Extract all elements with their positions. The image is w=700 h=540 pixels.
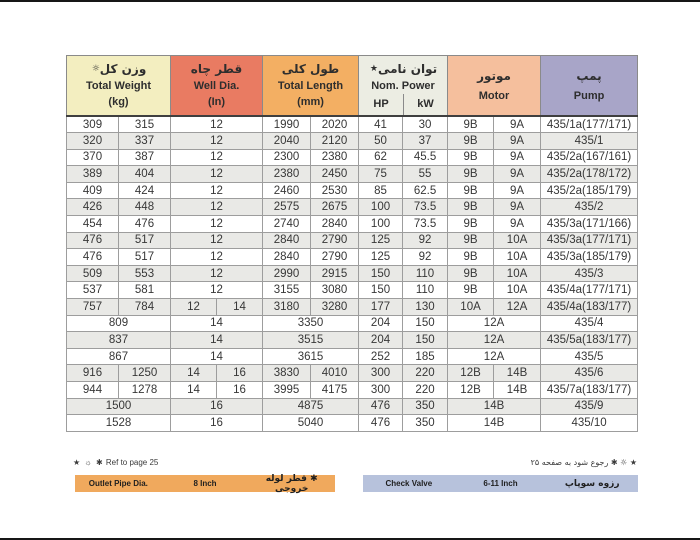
cell: 435/4a(183/177) (541, 299, 638, 316)
cell: 4175 (311, 382, 359, 399)
cell: 3155 (263, 282, 311, 299)
cell: 476 (67, 249, 119, 266)
footnote-symbols-icon: ★ ☼ ✱ (73, 458, 104, 467)
cell: 1990 (263, 116, 311, 133)
cell: 16 (217, 365, 263, 382)
cell: 5040 (263, 415, 359, 432)
cell: 4010 (311, 365, 359, 382)
outlet-pipe-value: 8 Inch (193, 479, 217, 488)
cell: 62 (359, 149, 403, 166)
cell: 3615 (263, 348, 359, 365)
cell: 517 (119, 249, 171, 266)
cell: 2915 (311, 265, 359, 282)
cell: 435/2a(167/161) (541, 149, 638, 166)
cell: 9B (448, 216, 494, 233)
cell: 12 (171, 116, 263, 133)
cell: 12A (494, 299, 541, 316)
footnote-right-text: رجوع شود به صفحه ۲۵ (530, 458, 609, 467)
cell: 435/5 (541, 348, 638, 365)
cell: 9B (448, 149, 494, 166)
cell: 435/9 (541, 398, 638, 415)
cell: 2450 (311, 166, 359, 183)
table-row (67, 199, 638, 216)
cell: 435/1 (541, 133, 638, 150)
cell: 12 (171, 249, 263, 266)
top-rule (0, 0, 700, 2)
cell: 12 (171, 232, 263, 249)
cell: 100 (359, 216, 403, 233)
cell: 177 (359, 299, 403, 316)
table-row (67, 116, 638, 133)
cell: 2740 (263, 216, 311, 233)
header-well-dia-unit: (In) (207, 96, 226, 108)
cell: 435/1a(177/171) (541, 116, 638, 133)
cell: 9B (448, 182, 494, 199)
cell: 916 (67, 365, 119, 382)
cell: 185 (403, 348, 448, 365)
table-row (67, 216, 638, 233)
cell: 350 (403, 415, 448, 432)
cell: 350 (403, 398, 448, 415)
table-row (67, 415, 638, 432)
cell: 320 (67, 133, 119, 150)
header-nom-power-en: Nom. Power (371, 80, 435, 92)
cell: 3280 (311, 299, 359, 316)
cell: 435/3 (541, 265, 638, 282)
table-row (67, 398, 638, 415)
table-row (67, 149, 638, 166)
cell: 9B (448, 282, 494, 299)
table-row (67, 299, 638, 316)
cell: 476 (119, 216, 171, 233)
cell: 204 (359, 315, 403, 332)
cell: 12 (171, 182, 263, 199)
outlet-pipe-bar (75, 475, 335, 492)
cell: 2575 (263, 199, 311, 216)
header-well-dia (171, 56, 263, 117)
check-valve-label-fa: رزوه سوپاپ (564, 478, 620, 489)
cell: 435/2a(178/172) (541, 166, 638, 183)
cell: 41 (359, 116, 403, 133)
cell: 10A (494, 232, 541, 249)
cell: 435/3a(171/166) (541, 216, 638, 233)
cell: 62.5 (403, 182, 448, 199)
cell: 300 (359, 382, 403, 399)
cell: 9B (448, 116, 494, 133)
cell: 16 (171, 398, 263, 415)
cell: 9A (494, 149, 541, 166)
cell: 150 (359, 282, 403, 299)
cell: 50 (359, 133, 403, 150)
cell: 2040 (263, 133, 311, 150)
cell: 92 (403, 249, 448, 266)
footnote-right (531, 458, 637, 467)
cell: 9A (494, 216, 541, 233)
cell: 12A (448, 315, 541, 332)
header-pump (541, 56, 638, 117)
cell: 110 (403, 282, 448, 299)
cell: 4875 (263, 398, 359, 415)
cell: 12 (171, 199, 263, 216)
header-well-dia-fa: قطر چاه (190, 62, 243, 76)
header-unit-kw: kW (403, 94, 447, 115)
cell: 3080 (311, 282, 359, 299)
cell: 85 (359, 182, 403, 199)
cell: 2020 (311, 116, 359, 133)
cell: 14 (171, 382, 217, 399)
cell: 9A (494, 116, 541, 133)
cell: 435/6 (541, 365, 638, 382)
cell: 809 (67, 315, 171, 332)
cell: 12B (448, 382, 494, 399)
cell: 2300 (263, 149, 311, 166)
table-row (67, 365, 638, 382)
cell: 435/4 (541, 315, 638, 332)
cell: 2675 (311, 199, 359, 216)
cell: 92 (403, 232, 448, 249)
cell: 424 (119, 182, 171, 199)
check-valve-value: 6-11 Inch (483, 479, 518, 488)
cell: 1278 (119, 382, 171, 399)
cell: 150 (403, 315, 448, 332)
check-valve-bar (363, 475, 638, 492)
header-well-dia-en: Well Dia. (193, 80, 240, 92)
cell: 9B (448, 199, 494, 216)
cell: 435/2 (541, 199, 638, 216)
cell: 476 (359, 398, 403, 415)
cell: 454 (67, 216, 119, 233)
footnote-left (73, 458, 158, 467)
cell: 3180 (263, 299, 311, 316)
cell: 404 (119, 166, 171, 183)
header-pump-fa: پمپ (576, 69, 602, 83)
cell: 2790 (311, 249, 359, 266)
cell: 10A (494, 282, 541, 299)
table-row (67, 166, 638, 183)
cell: 2990 (263, 265, 311, 282)
cell: 12 (171, 166, 263, 183)
cell: 9B (448, 166, 494, 183)
cell: 14B (494, 382, 541, 399)
cell: 37 (403, 133, 448, 150)
cell: 30 (403, 116, 448, 133)
cell: 435/7a(183/177) (541, 382, 638, 399)
cell: 12 (171, 282, 263, 299)
cell: 867 (67, 348, 171, 365)
header-pump-en: Pump (573, 90, 605, 102)
cell: 3830 (263, 365, 311, 382)
cell: 2380 (311, 149, 359, 166)
cell: 14 (171, 348, 263, 365)
pump-spec-table (66, 55, 638, 432)
footnote-left-text: Ref to page 25 (105, 458, 159, 467)
cell: 387 (119, 149, 171, 166)
cell: 2460 (263, 182, 311, 199)
header-total-weight-fa: وزن کل☼ (91, 62, 147, 76)
cell: 12A (448, 332, 541, 349)
table-row (67, 133, 638, 150)
cell: 12 (171, 133, 263, 150)
cell: 150 (403, 332, 448, 349)
header-motor-en: Motor (478, 90, 510, 102)
header-total-weight-en: Total Weight (86, 80, 151, 92)
cell: 12B (448, 365, 494, 382)
cell: 73.5 (403, 216, 448, 233)
table-row (67, 265, 638, 282)
star-icon: ★ (369, 64, 378, 74)
header-total-length (263, 56, 359, 117)
cell: 476 (359, 415, 403, 432)
cell: 784 (119, 299, 171, 316)
cell: 100 (359, 199, 403, 216)
table-row (67, 182, 638, 199)
cell: 944 (67, 382, 119, 399)
cell: 75 (359, 166, 403, 183)
cell: 2790 (311, 232, 359, 249)
cell: 315 (119, 116, 171, 133)
cell: 16 (171, 415, 263, 432)
header-unit-hp: HP (373, 98, 389, 110)
cell: 1500 (67, 398, 171, 415)
header-motor-fa: موتور (477, 69, 511, 83)
cell: 426 (67, 199, 119, 216)
cell: 130 (403, 299, 448, 316)
cell: 1528 (67, 415, 171, 432)
table-body (67, 116, 638, 431)
header-total-length-unit: (mm) (297, 96, 324, 108)
cell: 55 (403, 166, 448, 183)
cell: 435/5a(183/177) (541, 332, 638, 349)
cell: 9A (494, 182, 541, 199)
cell: 435/4a(177/171) (541, 282, 638, 299)
cell: 110 (403, 265, 448, 282)
cell: 252 (359, 348, 403, 365)
cell: 3995 (263, 382, 311, 399)
cell: 9A (494, 166, 541, 183)
header-total-weight (67, 56, 171, 117)
cell: 448 (119, 199, 171, 216)
cell: 1250 (119, 365, 171, 382)
cell: 9B (448, 133, 494, 150)
cell: 2840 (263, 232, 311, 249)
header-nom-power-fa: توان نامی★ (369, 62, 438, 76)
cell: 435/10 (541, 415, 638, 432)
cell: 517 (119, 232, 171, 249)
outlet-pipe-label-fa: ✱ قطر لوله خروجی (265, 473, 318, 494)
cell: 73.5 (403, 199, 448, 216)
cell: 125 (359, 249, 403, 266)
cell: 435/2a(185/179) (541, 182, 638, 199)
table-row (67, 382, 638, 399)
cell: 10A (448, 299, 494, 316)
cell: 12 (171, 299, 217, 316)
cell: 2380 (263, 166, 311, 183)
cell: 9B (448, 249, 494, 266)
cell: 12A (448, 348, 541, 365)
cell: 12 (171, 265, 263, 282)
cell: 370 (67, 149, 119, 166)
cell: 125 (359, 232, 403, 249)
cell: 3350 (263, 315, 359, 332)
cell: 435/3a(185/179) (541, 249, 638, 266)
table-row (67, 282, 638, 299)
cell: 14 (171, 332, 263, 349)
cell: 757 (67, 299, 119, 316)
header-total-length-fa: طول کلی (281, 62, 340, 76)
cell: 553 (119, 265, 171, 282)
cell: 14 (171, 365, 217, 382)
cell: 220 (403, 382, 448, 399)
cell: 2840 (311, 216, 359, 233)
cell: 837 (67, 332, 171, 349)
check-valve-label: Check Valve (385, 479, 433, 488)
header-motor (448, 56, 541, 117)
cell: 14B (494, 365, 541, 382)
cell: 12 (171, 149, 263, 166)
header-total-length-en: Total Length (277, 80, 344, 92)
cell: 337 (119, 133, 171, 150)
cell: 12 (171, 216, 263, 233)
cell: 2840 (263, 249, 311, 266)
cell: 509 (67, 265, 119, 282)
gear-icon: ☼ (91, 64, 100, 74)
cell: 204 (359, 332, 403, 349)
cell: 537 (67, 282, 119, 299)
table-row (67, 249, 638, 266)
cell: 309 (67, 116, 119, 133)
cell: 3515 (263, 332, 359, 349)
cell: 150 (359, 265, 403, 282)
cell: 581 (119, 282, 171, 299)
outlet-pipe-label: Outlet Pipe Dia. (88, 479, 148, 488)
cell: 476 (67, 232, 119, 249)
cell: 389 (67, 166, 119, 183)
cell: 10A (494, 265, 541, 282)
cell: 16 (217, 382, 263, 399)
cell: 435/3a(177/171) (541, 232, 638, 249)
table-row (67, 348, 638, 365)
cell: 9B (448, 265, 494, 282)
header-total-weight-unit: (kg) (108, 96, 129, 108)
cell: 2120 (311, 133, 359, 150)
cell: 9A (494, 199, 541, 216)
cell: 14 (217, 299, 263, 316)
header-nom-power (359, 56, 448, 117)
table-row (67, 332, 638, 349)
footnote-symbols-icon: ★ ☼ ✱ (610, 458, 637, 467)
cell: 14B (448, 398, 541, 415)
cell: 300 (359, 365, 403, 382)
cell: 220 (403, 365, 448, 382)
cell: 9A (494, 133, 541, 150)
cell: 45.5 (403, 149, 448, 166)
table-row (67, 232, 638, 249)
cell: 14 (171, 315, 263, 332)
cell: 9B (448, 232, 494, 249)
cell: 14B (448, 415, 541, 432)
cell: 409 (67, 182, 119, 199)
table-row (67, 315, 638, 332)
cell: 10A (494, 249, 541, 266)
table-header (67, 56, 638, 117)
cell: 2530 (311, 182, 359, 199)
